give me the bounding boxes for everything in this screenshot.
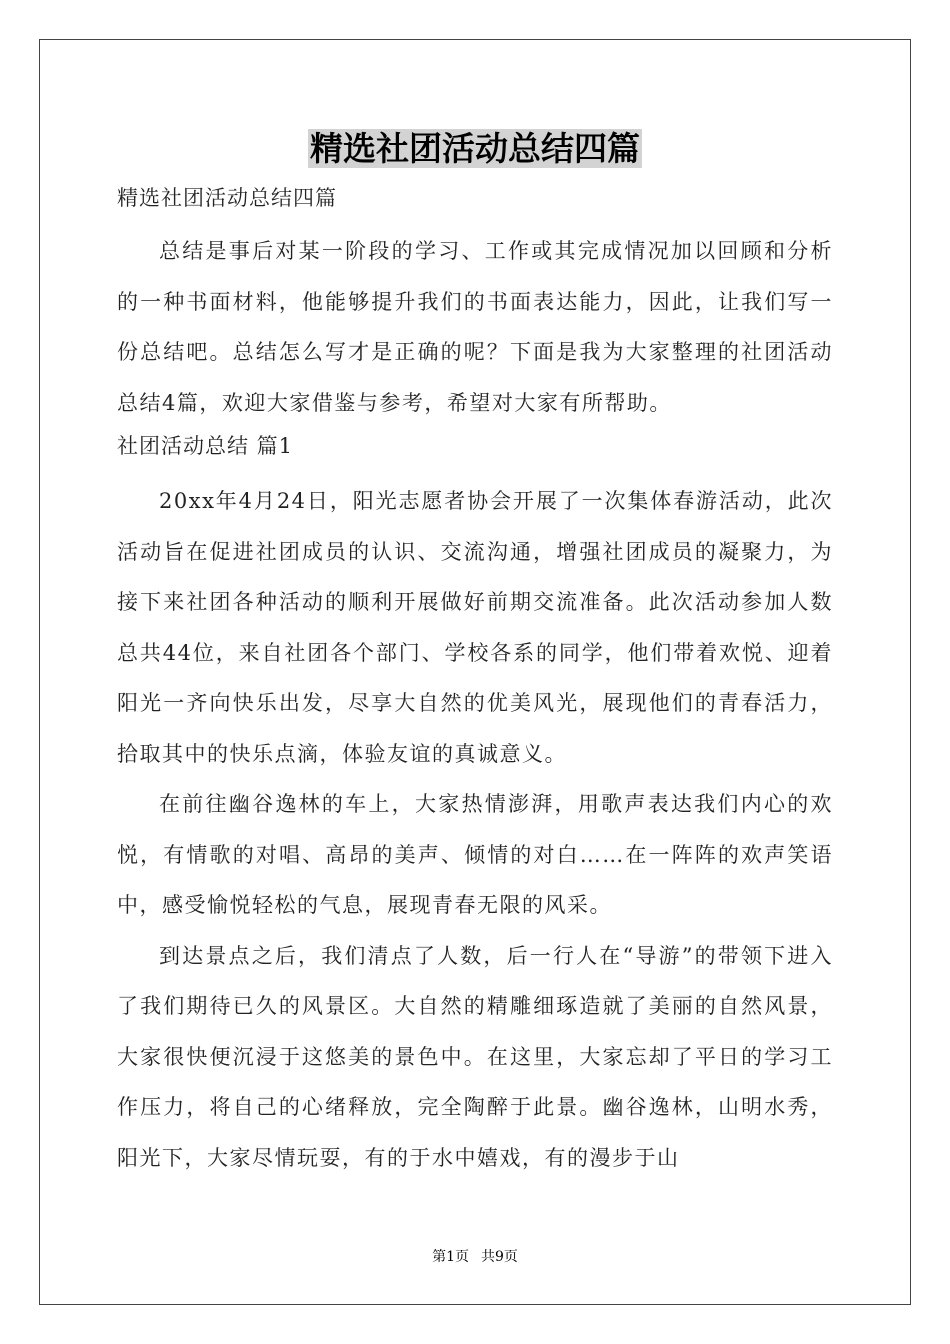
body-paragraph-3: 到达景点之后，我们清点了人数，后一行人在“导游”的带领下进入了我们期待已久的风景区。大自然的精雕细琢造就了美丽的自然风景，大家很快便沉浸于这悠美的景色中。在这里，大家忘却了平日的学习工作压力，将自己的心绪释放，完全陶醉于此景。幽谷逸林，山明水秀，阳光下，大家尽情玩耍，有的于水中嬉戏，有的漫步于山 bbox=[117, 943, 833, 1170]
body-paragraph-1: 20xx年4月24日，阳光志愿者协会开展了一次集体春游活动，此次活动旨在促进社团成员的认识、交流沟通，增强社团成员的凝聚力，为接下来社团各种活动的顺利开展做好前期交流准备。此次活动参加人数总共44位，来自社团各个部门、学校各系的同学，他们带着欢悦、迎着阳光一齐向快乐出发，尽享大自然的优美风光，展现他们的青春活力，拾取其中的快乐点滴，体验友谊的真诚意义。 bbox=[117, 489, 833, 766]
document-title-text: 精选社团活动总结四篇 bbox=[310, 129, 640, 168]
section-heading: 社团活动总结 篇1 bbox=[117, 434, 294, 458]
intro-paragraph: 总结是事后对某一阶段的学习、工作或其完成情况加以回顾和分析的一种书面材料，他能够提升我们的书面表达能力，因此，让我们写一份总结吧。总结怎么写才是正确的呢？下面是我为大家整理的社团活动总结4篇，欢迎大家借鉴与参考，希望对大家有所帮助。 bbox=[117, 239, 833, 415]
body-paragraph-2: 在前往幽谷逸林的车上，大家热情澎湃，用歌声表达我们内心的欢悦，有情歌的对唱、高昂的美声、倾情的对白……在一阵阵的欢声笑语中，感受愉悦轻松的气息，展现青春无限的风采。 bbox=[117, 792, 833, 917]
page-total: 共9页 bbox=[481, 1249, 518, 1265]
page-number: 第1页 bbox=[432, 1249, 469, 1265]
page-footer bbox=[0, 1246, 950, 1266]
document-subtitle: 精选社团活动总结四篇 bbox=[117, 186, 337, 210]
document-body bbox=[117, 180, 833, 1183]
document-title bbox=[0, 127, 950, 171]
